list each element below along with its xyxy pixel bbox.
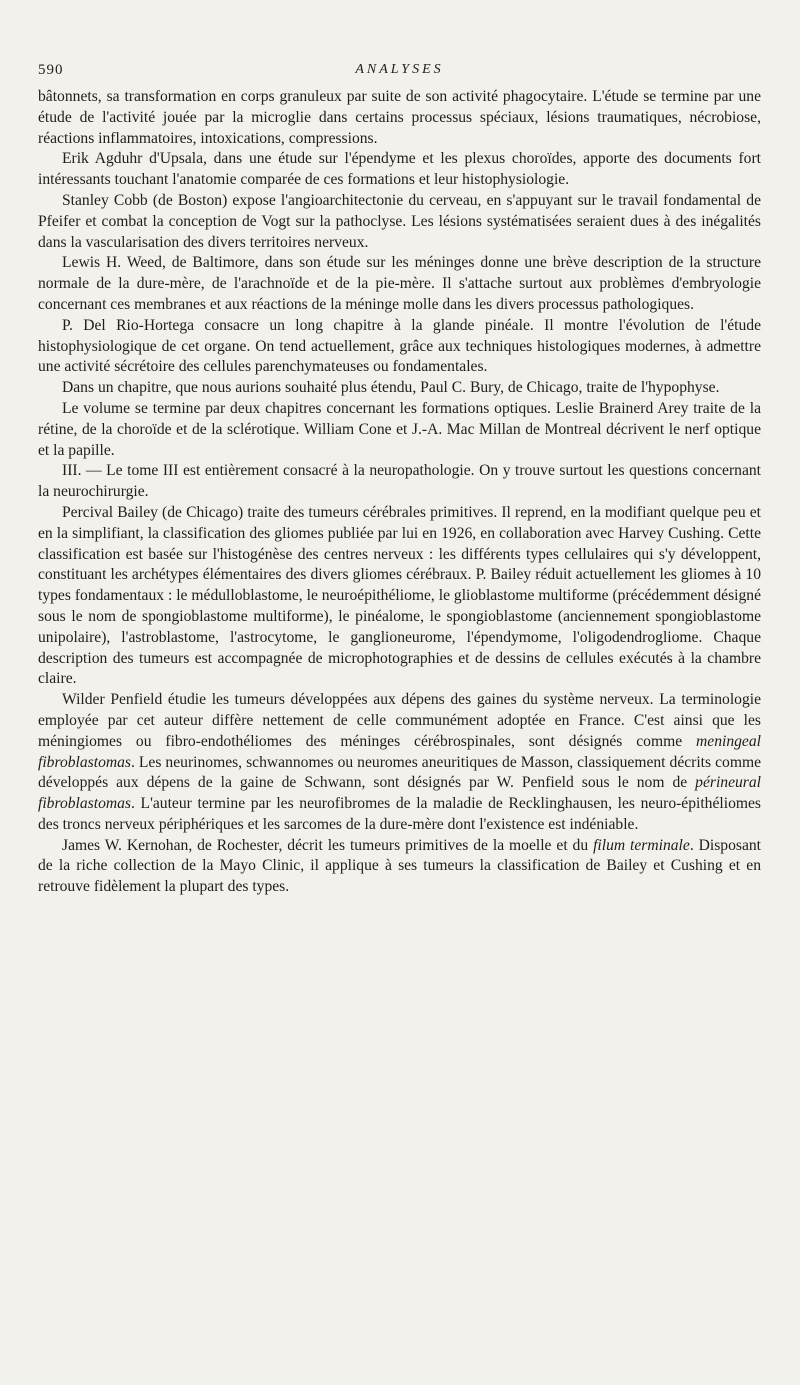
page-number: 590 xyxy=(38,62,64,78)
paragraph-cobb: Stanley Cobb (de Boston) expose l'angioarchitectonie du cerveau, en s'appuyant sur le travail fondamental de Pfeifer et combat la conception de Vogt sur la pathoclyse. Les lésions systématisées seraient dues à des inégalités dans la vascularisation des divers territoires nerveux. xyxy=(38,191,761,251)
penfield-text-c: . L'auteur termine par les neurofibromes de la maladie de Recklinghausen, les neuro-épithéliomes des troncs nerveux périphériques et les sarcomes de la dure-mère dont l'existence est indéniable. xyxy=(38,795,761,833)
kernohan-text-a: James W. Kernohan, de Rochester, décrit les tumeurs primitives de la moelle et du xyxy=(62,836,594,854)
running-head xyxy=(38,62,761,84)
paragraph-rio-hortega: P. Del Rio-Hortega consacre un long chapitre à la glande pinéale. Il montre l'évolution de l'étude histophysiologique de cet organe. On tend actuellement, grâce aux techniques histologiques modernes, à admettre une activité sécrétoire des cellules parenchymateuses ou fondamentales. xyxy=(38,316,761,376)
article-body xyxy=(38,87,761,898)
kernohan-term-filum: filum terminale xyxy=(593,836,690,854)
paragraph-agduhr: Erik Agduhr d'Upsala, dans une étude sur l'épendyme et les plexus choroïdes, apporte des documents fort intéressants touchant l'anatomie comparée de ces formations et leur histophysiologie. xyxy=(38,150,761,189)
paragraph-tome-iii: III. — Le tome III est entièrement consacré à la neuropathologie. On y trouve surtout les questions concernant la neurochirurgie. xyxy=(38,462,761,501)
penfield-term-perineural: périneural fibroblastomas xyxy=(38,774,761,813)
paragraph-penfield xyxy=(38,690,761,836)
paragraph-microglia: bâtonnets, sa transformation en corps granuleux par suite de son activité phagocytaire. L'étude se termine par une étude de l'activité jouée par la microglie dans certains processus spéciaux, lésions traumatiques, nécrobiose, réactions inflammatoires, intoxications, compressions. xyxy=(38,88,761,147)
paragraph-kernohan xyxy=(38,836,761,898)
paragraph-weed: Lewis H. Weed, de Baltimore, dans son étude sur les méninges donne une brève description de la structure normale de la dure-mère, de l'arachnoïde et de la pie-mère. Il s'attache surtout aux problèmes d'embryologie concernant ces membranes et aux réactions de la méninge molle dans les divers processus pathologiques. xyxy=(38,254,761,313)
running-title: ANALYSES xyxy=(355,62,444,77)
penfield-text-a: Wilder Penfield étudie les tumeurs développées aux dépens des gaines du système nerveux. La terminologie employée par cet auteur diffère nettement de celle communément adoptée en France. C'est ainsi que les méningiomes ou fibro-endothéliomes des méninges cérébrospinales, sont désignés comme xyxy=(38,691,761,750)
paragraph-bury: Dans un chapitre, que nous aurions souhaité plus étendu, Paul C. Bury, de Chicago, traite de l'hypophyse. xyxy=(62,379,720,397)
penfield-text-b: . Les neurinomes, schwannomes ou neuromes aneuritiques de Masson, classiquement décrits comme développés aux dépens de la gaine de Schwann, sont désignés par W. Penfield sous le nom de xyxy=(38,753,761,792)
penfield-term-meningeal: meningeal fibroblastomas xyxy=(38,732,761,771)
paragraph-bailey: Percival Bailey (de Chicago) traite des tumeurs cérébrales primitives. Il reprend, en la modifiant quelque peu et en la simplifiant, la classification des gliomes publiée par lui en 1926, en collaboration avec Harvey Cushing. Cette classification est basée sur l'histogénèse des centres nerveux : les différents types cellulaires qui s'y développent, constituant les archétypes élémentaires des divers gliomes cérébraux. P. Bailey réduit actuellement les gliomes à 10 types fondamentaux : le médulloblastome, le neuroépithéliome, le glioblastome multiforme (précédemment désigné sous le nom de spongioblastome multiforme), le pinéalome, le spongioblastome (anciennement spongioblastome unipolaire), l'astroblastome, l'astrocytome, le ganglioneurome, l'épendymome, l'oligodendrogliome. Chaque description des tumeurs est accompagnée de microphotographies et de dessins de cellules exécutés à la chambre claire. xyxy=(38,503,761,688)
kernohan-text-b: . Disposant de la riche collection de la Mayo Clinic, il applique à ses tumeurs la classification de Bailey et Cushing et en retrouve fidèlement la plupart des types. xyxy=(38,836,761,896)
paragraph-optic: Le volume se termine par deux chapitres concernant les formations optiques. Leslie Brainerd Arey traite de la rétine, de la choroïde et de la sclérotique. William Cone et J.-A. Mac Millan de Montreal décrivent le nerf optique et la papille. xyxy=(38,399,761,459)
